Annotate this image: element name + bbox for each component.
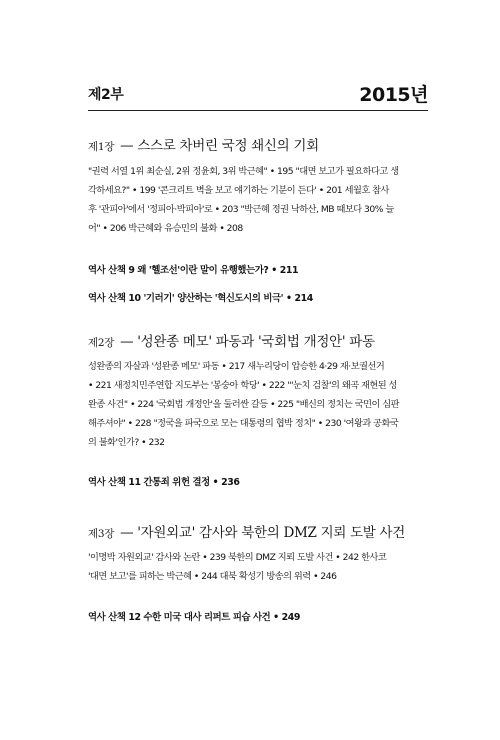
chapter-3-entries <box>88 548 428 586</box>
chapter-3-heading <box>88 521 428 541</box>
entry-line: 어" • 206 박근혜와 유승민의 불화 • 208 <box>88 223 243 234</box>
chapter-title: — '자원외교' 감사와 북한의 DMZ 지뢰 도발 사건 <box>120 525 406 541</box>
header-rule <box>88 110 428 111</box>
entry-line: '이명박 자원외교' 감사와 논란 • 239 북한의 DMZ 지뢰 도발 사건 • 242 한사코 <box>88 552 387 563</box>
history-walk-11: 역사 산책 11 간통죄 위헌 결정 • 236 <box>88 477 240 488</box>
part-header <box>88 80 428 110</box>
chapter-2-heading <box>88 330 428 350</box>
entry-line: 해주셔야" • 228 "정국을 파국으로 모는 대통령의 협박 정치" • 230 '여왕과 공화국 <box>88 418 399 429</box>
part-label: 제2부 <box>88 87 124 103</box>
entry-line: 후 '관피아'에서 '정피아·박피아'로 • 203 "박근혜 정권 낙하산, MB 때보다 30% 늘 <box>88 204 394 215</box>
history-walk-9: 역사 산책 9 왜 '헬조선'이란 말이 유행했는가? • 211 <box>88 265 299 276</box>
entry-line: 완종 사건" • 224 '국회법 개정안'을 둘러싼 갈등 • 225 "배신의 정치는 국민이 심판 <box>88 399 400 410</box>
chapter-number: 제1장 <box>88 141 115 153</box>
entry-line: 성완종의 자살과 '성완종 메모' 파동 • 217 새누리당이 압승한 4·29 재·보궐선거 <box>88 361 385 372</box>
chapter-1-entries <box>88 162 428 238</box>
entry-line: 각하세요?" • 199 '콘크리트 벽을 보고 얘기하는 기분이 든다' • 201 세월호 참사 <box>88 185 389 196</box>
chapter-title: — 스스로 차버린 국정 쇄신의 기회 <box>120 138 319 154</box>
part-year: 2015년 <box>359 84 428 106</box>
entry-line: 의 불화'인가? • 232 <box>88 437 165 448</box>
entry-line: "권력 서열 1위 최순실, 2위 정윤회, 3위 박근혜" • 195 "대면 보고가 필요하다고 생 <box>88 166 399 177</box>
chapter-1-heading <box>88 134 428 154</box>
chapter-number: 제2장 <box>88 337 115 349</box>
chapter-2-entries <box>88 357 428 452</box>
entry-line: • 221 새정치민주연합 지도부는 '봉숭아 학당' • 222 "'눈치 검찰'의 왜곡 재현된 성 <box>88 380 397 391</box>
history-walk-10: 역사 산책 10 '기러기' 양산하는 '혁신도시의 비극' • 214 <box>88 293 313 304</box>
history-walk-12: 역사 산책 12 수한 미국 대사 리퍼트 피습 사건 • 249 <box>88 612 301 623</box>
entry-line: '대면 보고'를 피하는 박근혜 • 244 대북 확성기 방송의 위력 • 246 <box>88 571 337 582</box>
chapter-number: 제3장 <box>88 528 115 540</box>
chapter-title: — '성완종 메모' 파동과 '국회법 개정안' 파동 <box>120 334 375 350</box>
